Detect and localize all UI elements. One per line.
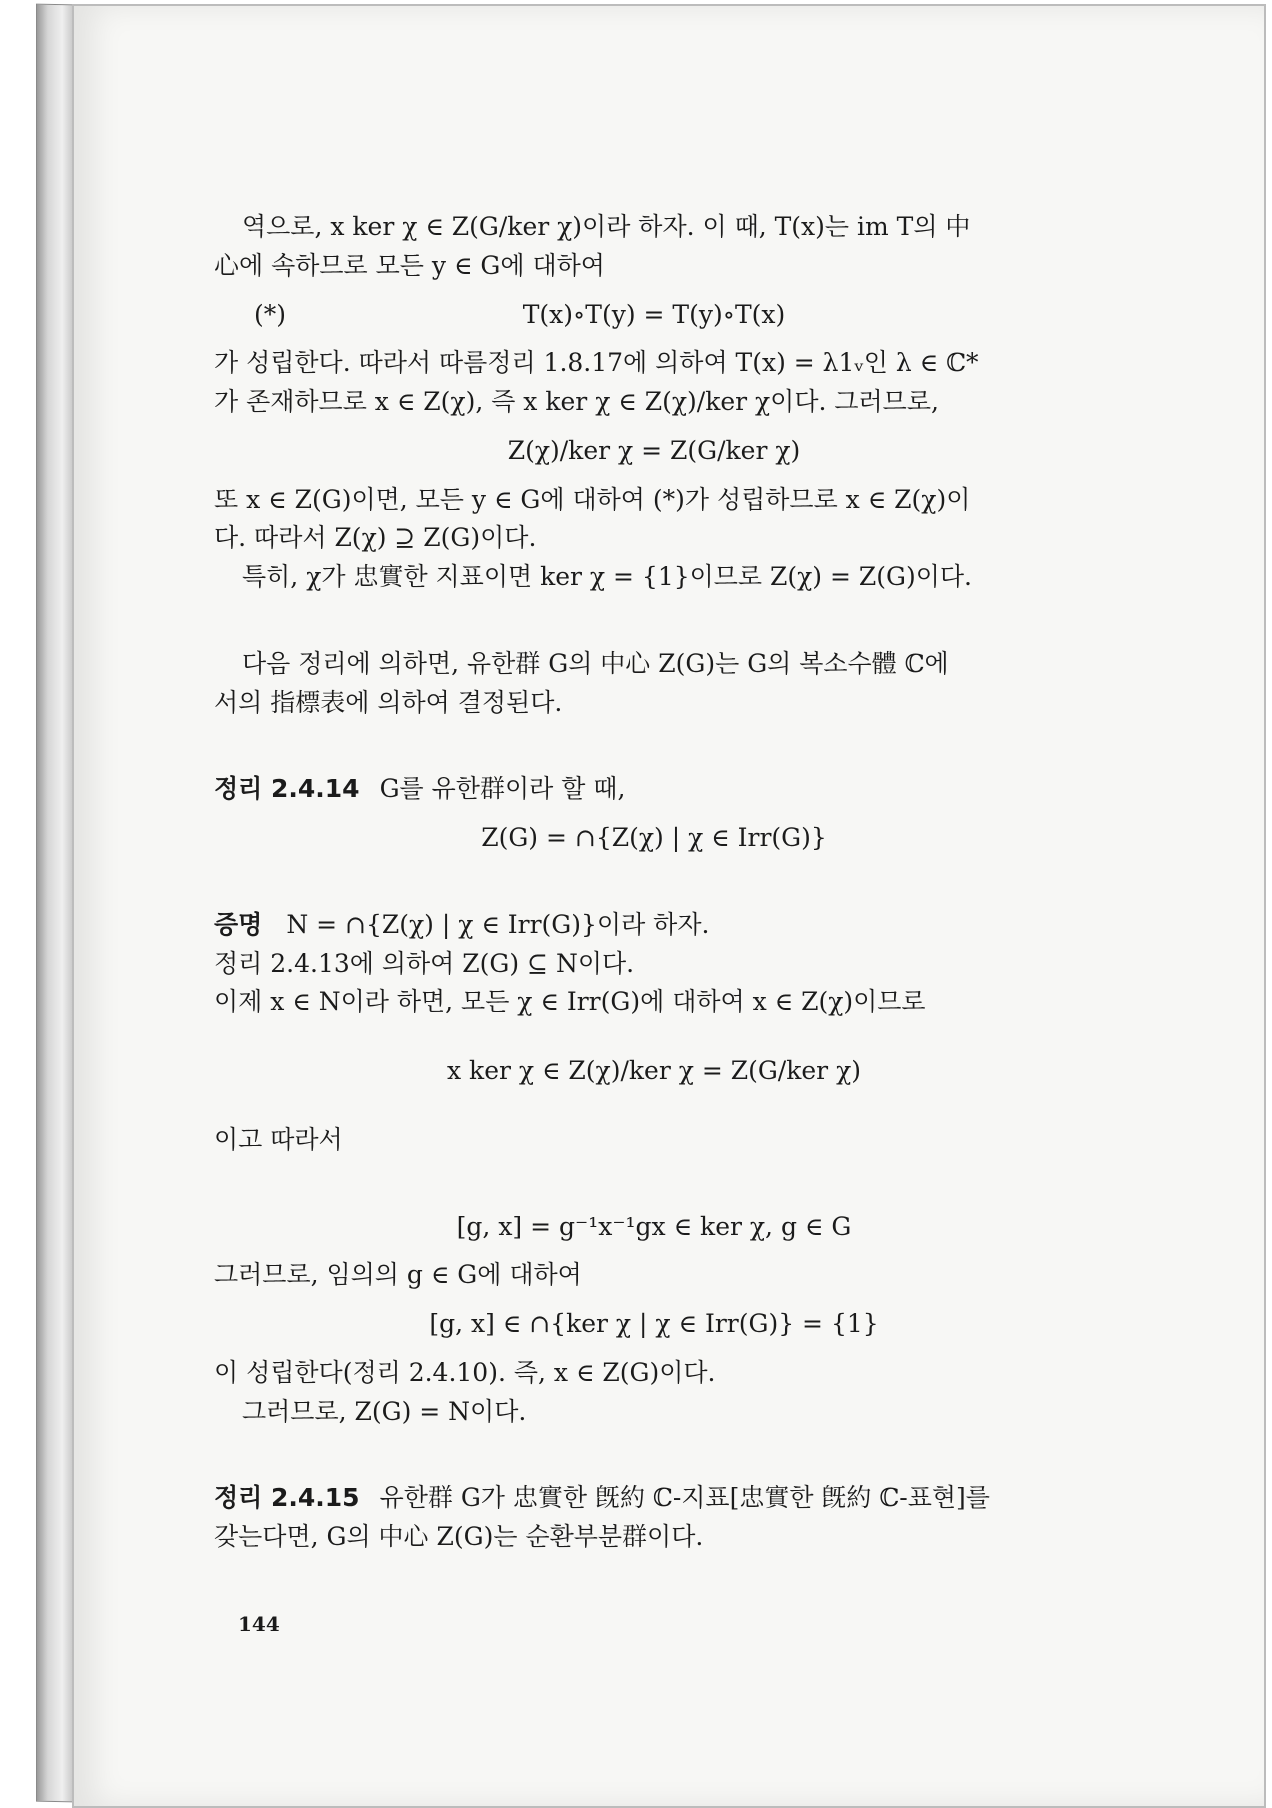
line-text: T(x)∘T(y) = T(y)∘T(x) bbox=[522, 299, 786, 329]
proof-formula-1: x ker χ ∈ Z(χ)/ker χ = Z(G/ker χ) bbox=[447, 1056, 861, 1085]
line-text: 다. 따라서 Z(χ) ⊇ Z(G)이다. bbox=[214, 523, 537, 553]
book-spine-edge bbox=[36, 4, 74, 1803]
line-text: 心에 속하므로 모든 y ∈ G에 대하여 bbox=[214, 250, 605, 280]
proof-formula-3: [g, x] ∈ ∩{ker χ | χ ∈ Irr(G)} = {1} bbox=[429, 1309, 879, 1338]
intro-section bbox=[214, 208, 1094, 770]
text-line bbox=[214, 519, 1094, 558]
proof-first-text: N = ∩{Z(χ) | χ ∈ Irr(G)}이라 하자. bbox=[286, 909, 710, 939]
text-line bbox=[214, 684, 1094, 723]
spacer bbox=[214, 422, 1094, 432]
text-line bbox=[214, 208, 1094, 247]
line-text: Z(χ)/ker χ = Z(G/ker χ) bbox=[507, 435, 801, 465]
theorem-2-4-15 bbox=[214, 1479, 1094, 1518]
line-text: 가 성립한다. 따라서 따름정리 1.8.17에 의하여 T(x) = λ1ᵥ인 λ ∈ ℂ* bbox=[214, 348, 979, 378]
page-content bbox=[214, 208, 1094, 1557]
spacer bbox=[214, 334, 1094, 344]
text-line bbox=[214, 344, 1094, 383]
spacer bbox=[214, 286, 1094, 296]
line-text: 또 x ∈ Z(G)이면, 모든 y ∈ G에 대하여 (*)가 성립하므로 x ∈ Z(χ)이 bbox=[214, 484, 971, 514]
proof-line-3: 이제 x ∈ N이라 하면, 모든 χ ∈ Irr(G)에 대하여 x ∈ Z(χ)이므로 bbox=[214, 987, 926, 1017]
proof-heading: 증명 bbox=[214, 909, 263, 939]
proof-line-5: 그러므로, 임의의 g ∈ G에 대하여 bbox=[214, 1260, 582, 1290]
theorem-text: G를 유한群이라 할 때, bbox=[379, 774, 626, 804]
text-line bbox=[214, 481, 1094, 520]
text-line bbox=[214, 296, 1094, 335]
line-text: 서의 指標表에 의하여 결정된다. bbox=[214, 687, 563, 717]
text-line bbox=[214, 645, 1094, 684]
proof-line-4: 이고 따라서 bbox=[214, 1124, 343, 1154]
line-text: 다음 정리에 의하면, 유한群 G의 中心 Z(G)는 G의 복소수體 ℂ에 bbox=[242, 648, 949, 678]
proof-line-7: 그러므로, Z(G) = N이다. bbox=[242, 1396, 527, 1426]
theorem-heading: 정리 2.4.14 bbox=[214, 774, 360, 804]
proof-line-6: 이 성립한다(정리 2.4.10). 즉, x ∈ Z(G)이다. bbox=[214, 1357, 716, 1387]
page-number: 144 bbox=[238, 1612, 280, 1636]
text-line bbox=[214, 558, 1094, 597]
proof-first-line bbox=[214, 906, 1094, 945]
line-text: 가 존재하므로 x ∈ Z(χ), 즉 x ker χ ∈ Z(χ)/ker χ이다. 그러므로, bbox=[214, 387, 939, 416]
text-line bbox=[214, 247, 1094, 286]
text-line bbox=[214, 383, 1094, 422]
theorem-2-4-14 bbox=[214, 770, 1094, 809]
spacer bbox=[214, 471, 1094, 481]
line-text: 특히, χ가 忠實한 지표이면 ker χ = {1}이므로 Z(χ) = Z(G)이다. bbox=[242, 562, 972, 591]
theorem-15-line-1: 유한群 G가 忠實한 旣約 ℂ-지표[忠實한 旣約 ℂ-표현]를 bbox=[379, 1483, 990, 1513]
spacer bbox=[214, 722, 1094, 770]
line-text: 역으로, x ker χ ∈ Z(G/ker χ)이라 하자. 이 때, T(x)는 im T의 中 bbox=[242, 212, 971, 241]
text-line bbox=[214, 432, 1094, 471]
spacer bbox=[214, 597, 1094, 645]
theorem-15-heading: 정리 2.4.15 bbox=[214, 1483, 360, 1513]
theorem-15-line-2: 갖는다면, G의 中心 Z(G)는 순환부분群이다. bbox=[214, 1522, 704, 1551]
theorem-formula: Z(G) = ∩{Z(χ) | χ ∈ Irr(G)} bbox=[481, 823, 827, 852]
equation-label: (*) bbox=[254, 299, 287, 329]
proof-line-2: 정리 2.4.13에 의하여 Z(G) ⊆ N이다. bbox=[214, 948, 635, 978]
proof-formula-2: [g, x] = g⁻¹x⁻¹gx ∈ ker χ, g ∈ G bbox=[456, 1211, 852, 1241]
